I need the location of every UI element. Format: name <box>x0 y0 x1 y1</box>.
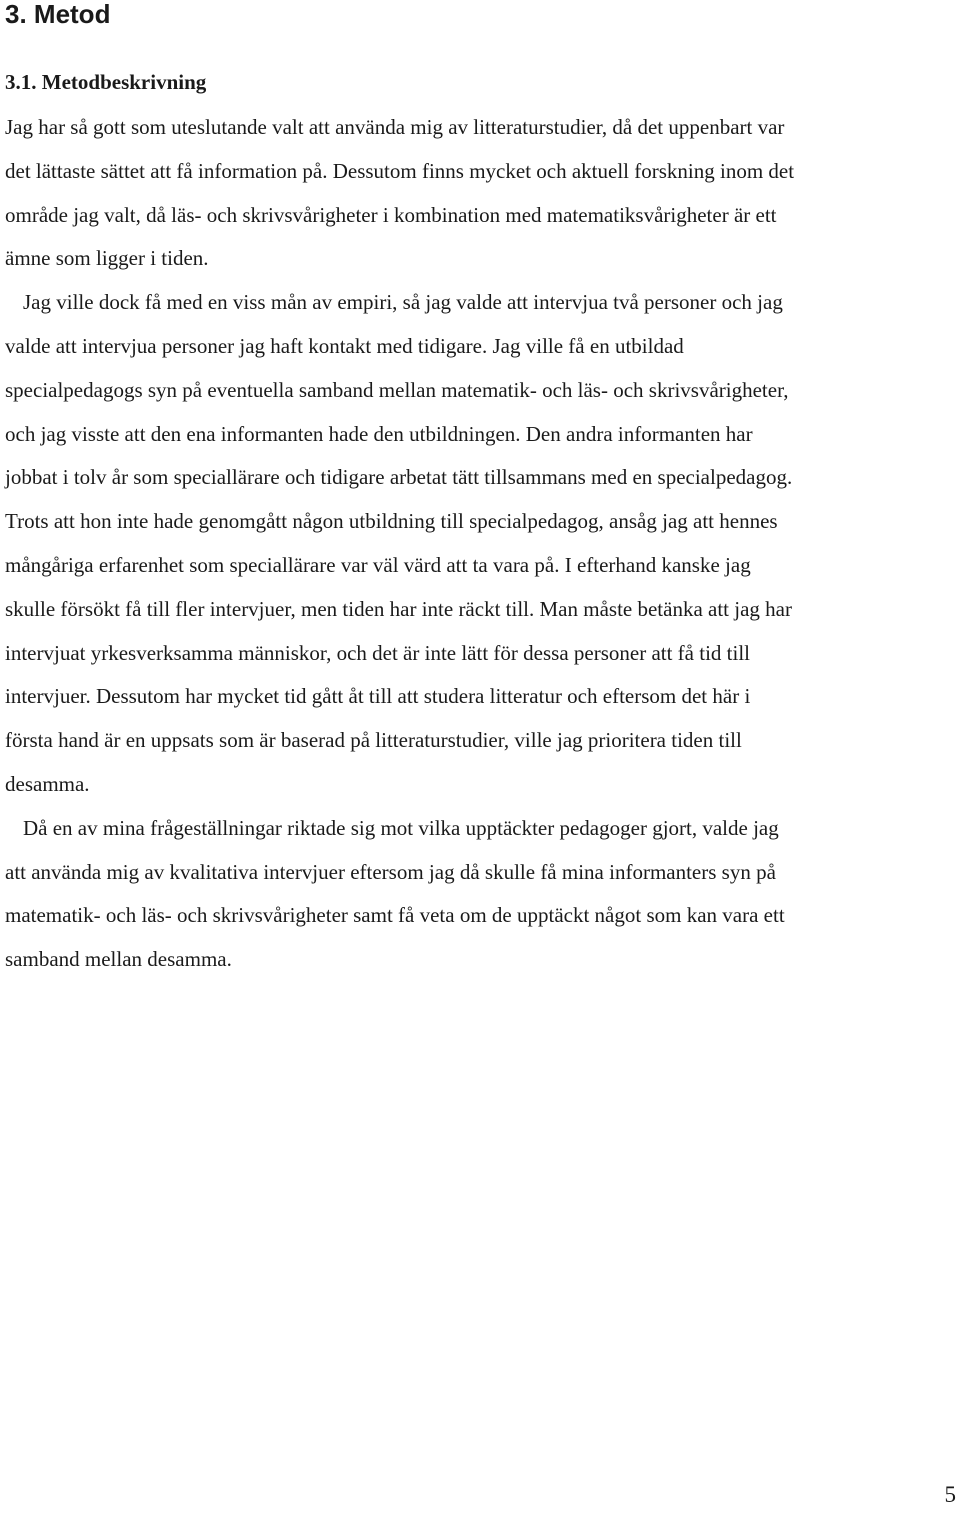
text-line: Jag ville dock få med en viss mån av empiri, så jag valde att intervjua två personer och jag <box>23 290 783 315</box>
text-line: och jag visste att den ena informanten hade den utbildningen. Den andra informanten har <box>5 421 753 446</box>
text-line: specialpedagogs syn på eventuella samband mellan matematik- och läs- och skrivsvårigheter, <box>5 377 789 402</box>
text-line: intervjuer. Dessutom har mycket tid gått åt till att studera litteratur och eftersom det här i <box>5 684 751 709</box>
text-line: skulle försökt få till fler intervjuer, men tiden har inte räckt till. Man måste betänka att jag har <box>5 596 792 621</box>
page-number: 5 <box>944 1482 956 1507</box>
text-line: Då en av mina frågeställningar riktade sig mot vilka upptäckter pedagoger gjort, valde jag <box>23 815 779 840</box>
text-line: jobbat i tolv år som speciallärare och tidigare arbetat tätt tillsammans med en specialpedagog. <box>5 465 793 490</box>
text-line: Jag har så gott som uteslutande valt att använda mig av litteraturstudier, då det uppenbart var <box>5 115 785 139</box>
text-line: desamma. <box>5 771 90 796</box>
paragraph-intro <box>5 106 960 281</box>
text-line: ämne som ligger i tiden. <box>5 246 209 271</box>
paragraph-empiri <box>5 281 960 807</box>
paragraph-kvalitativa-intervjuer <box>5 807 960 982</box>
text-line: valde att intervjua personer jag haft kontakt med tidigare. Jag ville få en utbildad <box>5 333 684 358</box>
chapter-title: 3. Metod <box>5 0 111 29</box>
text-line: intervjuat yrkesverksamma människor, och det är inte lätt för dessa personer att få tid till <box>5 640 751 665</box>
text-line: Trots att hon inte hade genomgått någon utbildning till specialpedagog, ansåg jag att hennes <box>5 509 778 534</box>
text-line: första hand är en uppsats som är baserad på litteraturstudier, ville jag prioritera tiden till <box>5 728 742 753</box>
text-line: matematik- och läs- och skrivsvårigheter samt få veta om de upptäckt något som kan vara ett <box>5 903 785 928</box>
body-text <box>5 106 960 982</box>
text-line: mångåriga erfarenhet som speciallärare var väl värd att ta vara på. I efterhand kanske jag <box>5 552 751 577</box>
text-line: område jag valt, då läs- och skrivsvårigheter i kombination med matematiksvårigheter är ett <box>5 202 777 227</box>
section-title: 3.1. Metodbeskrivning <box>5 70 207 94</box>
text-line: samband mellan desamma. <box>5 947 232 972</box>
text-line: att använda mig av kvalitativa intervjuer eftersom jag då skulle få mina informanters syn på <box>5 859 776 884</box>
text-line: det lättaste sättet att få information på. Dessutom finns mycket och aktuell forskning inom det <box>5 158 795 183</box>
